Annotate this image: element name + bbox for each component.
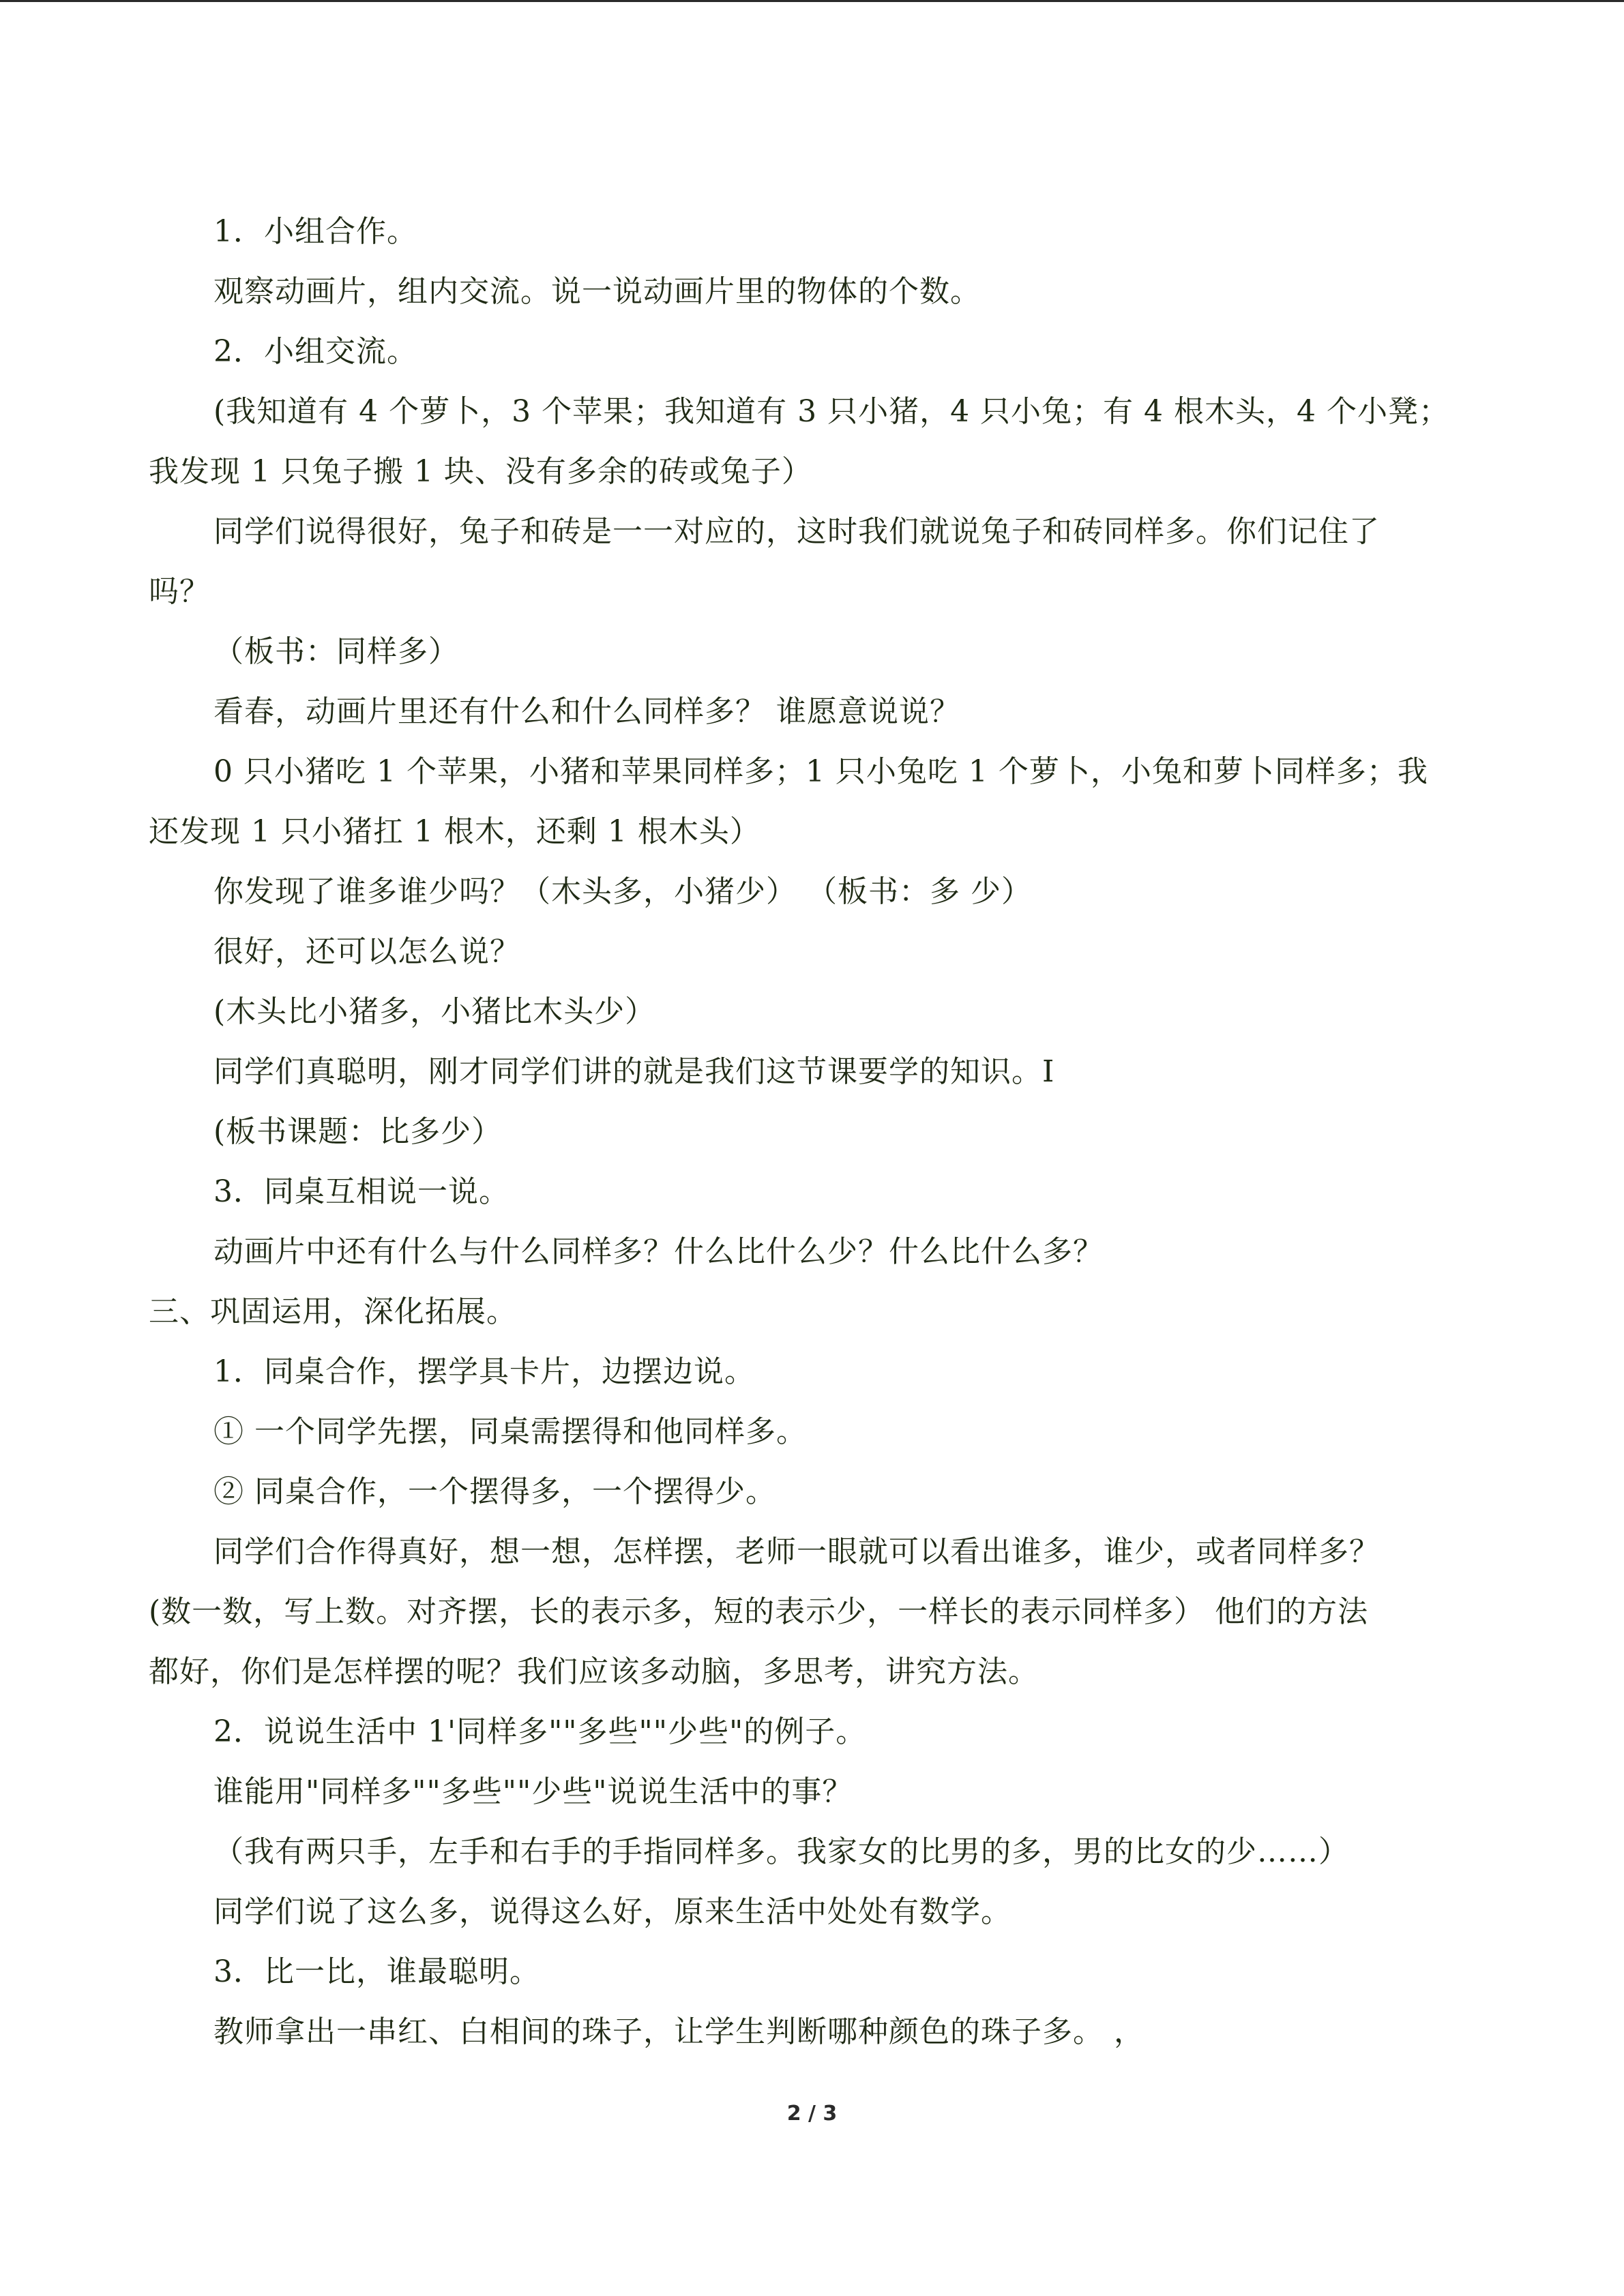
page-number: 2 / 3 <box>786 2102 838 2126</box>
text-line: ② 同桌合作，一个摆得多，一个摆得少。 <box>213 1474 776 1509</box>
text-line: 同学们说得很好，兔子和砖是一一对应的，这时我们就说兔子和砖同样多。你们记住了 <box>213 514 1380 549</box>
text-line: 谁能用"同样多""多些""少些"说说生活中的事？ <box>213 1774 853 1809</box>
text-line: 动画片中还有什么与什么同样多？什么比什么少？什么比什么多？ <box>213 1234 1104 1269</box>
text-line: 2．小组交流。 <box>213 334 417 369</box>
text-line: 1．同桌合作，摆学具卡片，边摆边说。 <box>213 1354 755 1389</box>
text-line: 观察动画片，组内交流。说一说动画片里的物体的个数。 <box>213 274 981 309</box>
text-line: （我有两只手，左手和右手的手指同样多。我家女的比男的多，男的比女的少……） <box>213 1834 1349 1869</box>
text-line: (木头比小猪多，小猪比木头少） <box>213 994 656 1029</box>
text-line: 同学们说了这么多，说得这么好，原来生活中处处有数学。 <box>213 1894 1012 1929</box>
text-line: 你发现了谁多谁少吗？（木头多，小猪少） （板书：多 少） <box>213 874 1032 909</box>
text-line: 3．比一比，谁最聪明。 <box>213 1954 540 1989</box>
text-line: 0 只小猪吃 1 个苹果，小猪和苹果同样多；1 只小兔吃 1 个萝卜，小兔和萝卜同样多；我 <box>213 754 1428 789</box>
text-line: (板书课题：比多少） <box>213 1114 503 1149</box>
section-heading: 三、巩固运用，深化拓展。 <box>149 1294 517 1329</box>
text-line: 3．同桌互相说一说。 <box>213 1174 510 1209</box>
text-line: (我知道有 4 个萝卜，3 个苹果；我知道有 3 只小猪，4 只小兔；有 4 根木头，4 个小凳； <box>213 394 1450 429</box>
text-line: 2．说说生活中 1'同样多""多些""少些"的例子。 <box>213 1714 867 1749</box>
text-line: 看春，动画片里还有什么和什么同样多？ 谁愿意说说？ <box>213 694 960 729</box>
text-line: 教师拿出一串红、白相间的珠子，让学生判断哪种颜色的珠子多。 ， <box>213 2014 1145 2049</box>
text-line: 很好，还可以怎么说？ <box>213 934 520 969</box>
text-line: 同学们真聪明，刚才同学们讲的就是我们这节课要学的知识。I <box>213 1054 1055 1089</box>
text-line: ① 一个同学先摆，同桌需摆得和他同样多。 <box>213 1414 807 1449</box>
text-line: 同学们合作得真好，想一想，怎样摆，老师一眼就可以看出谁多，谁少，或者同样多？ <box>213 1534 1380 1569</box>
text-line: 还发现 1 只小猪扛 1 根木，还剩 1 根木头） <box>149 814 761 849</box>
text-line: (数一数，写上数。对齐摆，长的表示多，短的表示少，一样长的表示同样多） 他们的方法 <box>149 1594 1369 1629</box>
text-line: 1．小组合作。 <box>213 214 417 249</box>
text-line: （板书：同样多） <box>213 634 459 669</box>
text-line: 都好，你们是怎样摆的呢？我们应该多动脑，多思考，讲究方法。 <box>149 1654 1039 1689</box>
text-line: 吗？ <box>149 574 210 609</box>
text-line: 我发现 1 只兔子搬 1 块、没有多余的砖或兔子） <box>149 454 812 489</box>
